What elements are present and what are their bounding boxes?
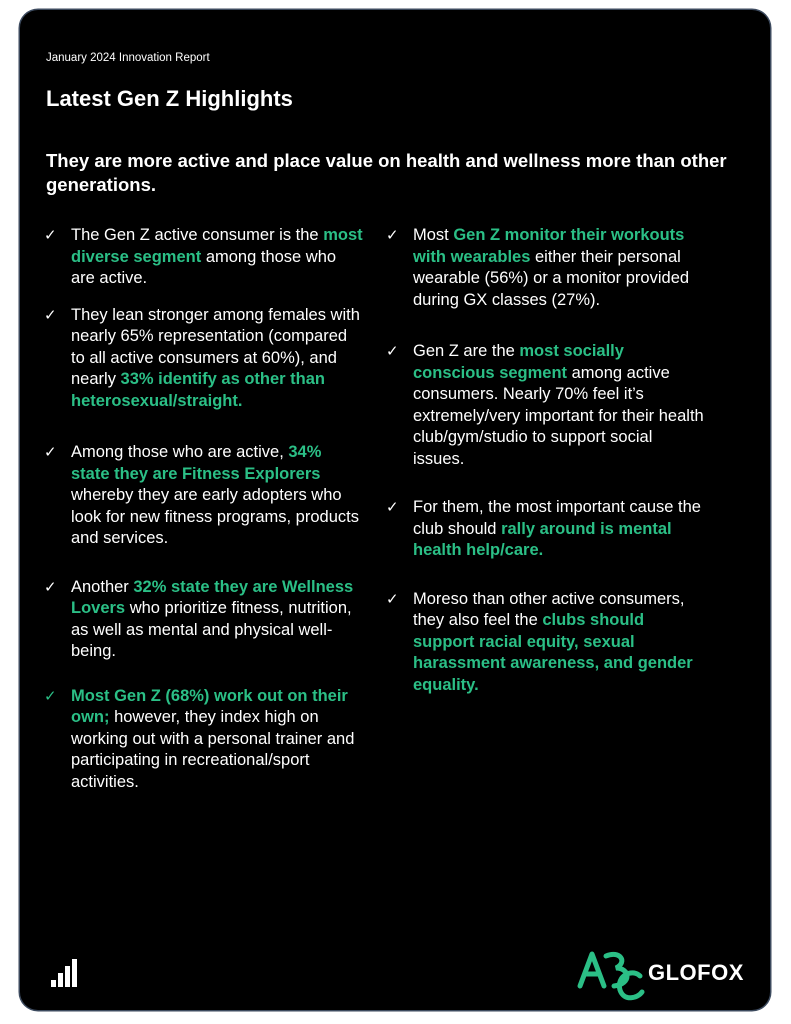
highlight-text: Moreso than other active consumers, they also feel the: [413, 589, 685, 629]
highlight-emphasis: rally around is mental health help/care.: [413, 519, 672, 559]
highlight-item: [44, 225, 364, 290]
highlight-emphasis: most socially conscious segment: [413, 342, 624, 382]
highlight-text: among those who are active.: [71, 247, 337, 287]
page-subtitle: They are more active and place value on health and wellness more than other generations.: [46, 150, 727, 195]
highlight-item: [386, 341, 706, 470]
highlight-emphasis: Gen Z monitor their workouts with wearables: [413, 226, 685, 266]
checkmark-icon: ✓: [44, 577, 57, 596]
highlight-text: among active consumers. Nearly 70% feel it’s extremely/very important for their health club/gym/studio to support social issues.: [413, 363, 704, 468]
logo-wordmark: GLOFOX: [648, 960, 744, 985]
highlight-item: [44, 305, 364, 413]
signal-bars-icon: [50, 958, 80, 988]
highlight-text: They lean stronger among females with nearly 65% representation (compared to all active consumers at 60%), and nearly: [71, 305, 360, 388]
highlight-item: [44, 442, 364, 550]
highlight-text: For them, the most important cause the club should: [413, 498, 701, 538]
highlight-item: [386, 589, 706, 697]
highlight-emphasis: 34% state they are Fitness Explorers: [71, 443, 322, 483]
highlight-text: either their personal wearable (56%) or a monitor provided during GX classes (27%).: [413, 247, 690, 309]
highlight-item: [386, 497, 706, 562]
report-label: January 2024 Innovation Report: [46, 52, 210, 64]
highlight-text: Most: [413, 226, 454, 244]
glofox-logo: [576, 946, 756, 1002]
highlight-emphasis: 32% state they are Wellness Lovers: [71, 577, 354, 617]
highlight-text: who prioritize fitness, nutrition, as well as mental and physical well-being.: [71, 599, 352, 660]
checkmark-icon: ✓: [386, 342, 399, 360]
highlight-emphasis: clubs should support racial equity, sexual harassment awareness, and gender equality.: [413, 611, 693, 694]
highlight-emphasis: 33% identify as other than heterosexual/straight.: [71, 370, 325, 410]
left-highlights-list: [44, 225, 364, 793]
checkmark-icon: ✓: [386, 589, 399, 608]
checkmark-icon: ✓: [386, 498, 399, 516]
checkmark-icon: ✓: [44, 686, 57, 705]
highlight-text: Among those who are active,: [71, 443, 289, 461]
highlight-item: [386, 225, 706, 311]
checkmark-icon: ✓: [44, 443, 57, 461]
highlight-text: however, they index high on working out with a personal trainer and participating in recreational/sport activities.: [71, 708, 355, 791]
highlight-item: [44, 577, 364, 663]
highlight-text: whereby they are early adopters who look for new fitness programs, products and services.: [71, 486, 359, 547]
highlight-emphasis: most diverse segment: [71, 226, 363, 266]
checkmark-icon: ✓: [386, 226, 399, 244]
checkmark-icon: ✓: [44, 305, 57, 324]
highlight-text: Another: [71, 577, 134, 596]
highlight-text: Gen Z are the: [413, 342, 520, 360]
checkmark-icon: ✓: [44, 226, 57, 244]
report-card: [20, 10, 770, 1010]
highlight-text: The Gen Z active consumer is the: [71, 226, 324, 244]
right-highlights-list: [386, 225, 706, 696]
highlight-item: [44, 686, 364, 794]
page-title: Latest Gen Z Highlights: [46, 86, 293, 111]
highlight-emphasis: Most Gen Z (68%) work out on their own;: [71, 686, 348, 726]
abc-loop-logo-icon: [576, 946, 646, 1002]
